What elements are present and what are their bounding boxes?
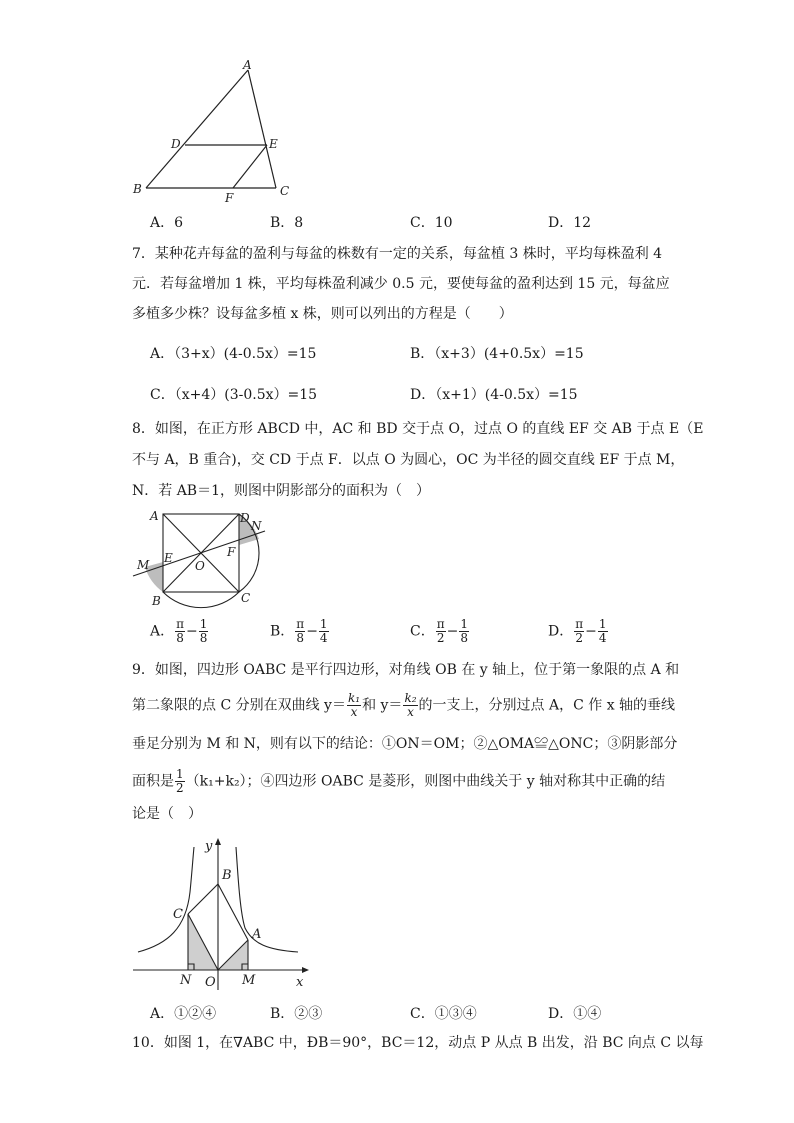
q8-text-line-1: 8．如图，在正方形 ABCD 中，AC 和 BD 交于点 O，过点 O 的直线 EF 交 AB 于点 E（E xyxy=(132,421,704,437)
fig8-label-f: F xyxy=(227,545,236,559)
q8-option-d[interactable]: D． $\frac{\pi}{2}$ − $\frac{1}{4}$ xyxy=(548,617,607,645)
q9-text-line-2: 第二象限的点 C 分别在双曲线 y＝ $\frac{\text{k₁}}{x}$ 和 y＝ $\frac{\text{k₂}}{x}$ 的一支上，分别过点 A，C 作 x 轴的垂线 xyxy=(132,691,676,719)
fig8-label-c: C xyxy=(241,591,251,605)
q9-option-c[interactable]: C．①③④ xyxy=(410,1006,477,1022)
q6-option-a[interactable]: A．6 xyxy=(150,215,184,231)
q8-text-line-2: 不与 A，B 重合)，交 CD 于点 F．以点 O 为圆心，OC 为半径的圆交直线 EF 于点 M， xyxy=(132,452,685,468)
fig1-label-e: E xyxy=(269,137,278,151)
q8-option-c[interactable]: C． $\frac{\pi}{2}$ − $\frac{1}{8}$ xyxy=(410,617,468,645)
q8-option-a[interactable]: A． $\frac{\pi}{8}$ − $\frac{1}{8}$ xyxy=(150,617,208,645)
fig9-label-y: y xyxy=(205,839,213,854)
q8-option-b[interactable]: B． $\frac{\pi}{8}$ − $\frac{1}{4}$ xyxy=(270,617,328,645)
q7-text-line-1: 7．某种花卉每盆的盈利与每盆的株数有一定的关系，每盆植 3 株时，平均每株盈利 4 xyxy=(132,246,663,262)
q6-option-b[interactable]: B．8 xyxy=(270,215,304,231)
fig9-label-o: O xyxy=(205,975,216,990)
fig9-label-c: C xyxy=(173,907,183,922)
triangle-figure xyxy=(128,58,298,208)
q9-text-line-5: 论是（ ） xyxy=(132,806,202,822)
fig9-label-a: A xyxy=(252,927,262,942)
q6-option-c[interactable]: C．10 xyxy=(410,215,453,231)
q10-text-line-1: 10．如图 1，在∇ABC 中，ÐB＝90°，BC＝12，动点 P 从点 B 出发，沿 BC 向点 C 以每 xyxy=(132,1035,704,1051)
fig1-label-a: A xyxy=(243,58,252,72)
fig9-label-b: B xyxy=(222,868,232,883)
fig8-label-e: E xyxy=(164,551,173,565)
q7-text-line-3: 多植多少株？设每盆多植 x 株，则可以列出的方程是（ ） xyxy=(132,306,513,322)
q7-option-c[interactable]: C．（x+4）(3-0.5x）=15 xyxy=(150,387,318,403)
fig1-label-c: C xyxy=(280,184,290,198)
fig9-label-x: x xyxy=(296,975,304,990)
fig8-label-o: O xyxy=(195,559,205,573)
q9-text-line-4: 面积是 $\frac{1}{2}$ （k₁+k₂）；④四边形 OABC 是菱形，则图中曲线关于 y 轴对称其中正确的结 xyxy=(132,767,666,795)
q7-option-b[interactable]: B．（x+3）(4+0.5x）=15 xyxy=(410,346,584,362)
fig8-label-a: A xyxy=(150,509,159,523)
q9-text-line-1: 9．如图，四边形 OABC 是平行四边形，对角线 OB 在 y 轴上，位于第一象限的点 A 和 xyxy=(132,662,680,678)
q9-option-b[interactable]: B．②③ xyxy=(270,1006,323,1022)
fig8-label-m: M xyxy=(137,558,150,572)
fig1-label-d: D xyxy=(171,137,181,151)
q7-text-line-2: 元．若每盆增加 1 株，平均每株盈利减少 0.5 元，要使每盆的盈利达到 15 元，每盆应 xyxy=(132,276,670,292)
fig8-label-b: B xyxy=(152,594,161,608)
fig8-label-n: N xyxy=(251,519,262,533)
q7-option-a[interactable]: A．（3+x）(4-0.5x）=15 xyxy=(150,346,317,362)
fig8-label-d: D xyxy=(240,511,250,525)
fig1-label-f: F xyxy=(225,191,234,205)
q6-option-d[interactable]: D．12 xyxy=(548,215,592,231)
q9-option-a[interactable]: A．①②④ xyxy=(150,1006,217,1022)
square-circle-figure xyxy=(128,504,278,616)
fig9-label-m: M xyxy=(242,973,256,988)
q7-option-d[interactable]: D．（x+1）(4-0.5x）=15 xyxy=(410,387,578,403)
hyperbola-figure xyxy=(128,832,318,992)
fig1-label-b: B xyxy=(133,182,142,196)
fig9-label-n: N xyxy=(180,973,192,988)
q8-text-line-3: N．若 AB＝1，则图中阴影部分的面积为（ ） xyxy=(132,483,431,499)
q9-option-d[interactable]: D．①④ xyxy=(548,1006,602,1022)
q9-text-line-3: 垂足分别为 M 和 N，则有以下的结论：①ON＝OM；②△OMA≌△ONC；③阴影部分 xyxy=(132,736,678,752)
